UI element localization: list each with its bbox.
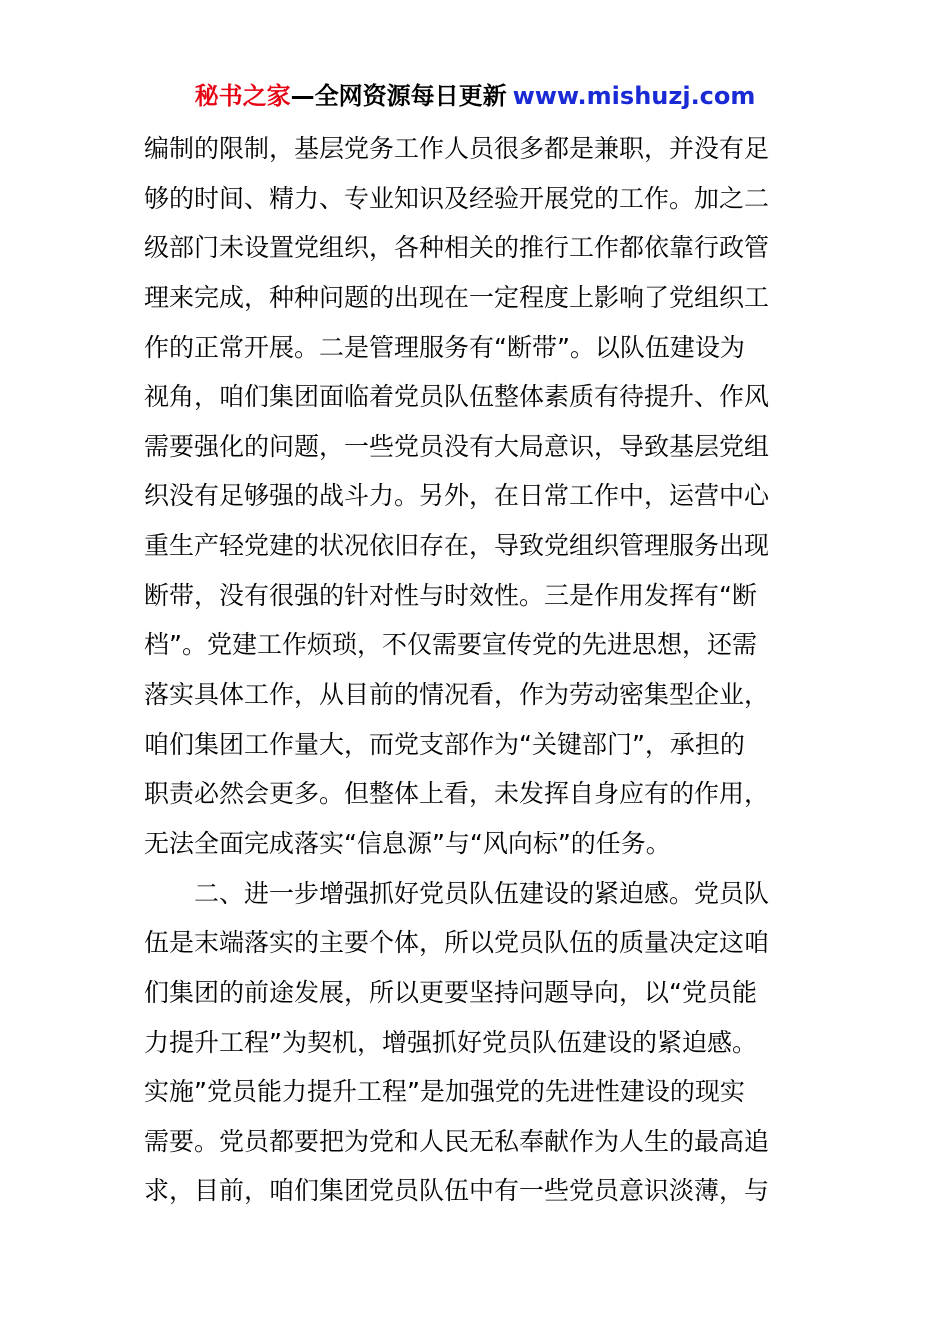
text-line: 需要强化的问题，一些党员没有大局意识，导致基层党组 [144,431,770,461]
text-line: 求，目前，咱们集团党员队伍中有一些党员意识淡薄，与 [144,1176,770,1206]
text-line: 档”。党建工作烦琐，不仅需要宣传党的先进思想，还需 [144,630,757,660]
text-line: 理来完成，种种问题的出现在一定程度上影响了党组织工 [144,282,770,312]
text-line: 视角，咱们集团面临着党员队伍整体素质有待提升、作风 [144,382,770,412]
text-line: 编制的限制，基层党务工作人员很多都是兼职，并没有足 [144,134,770,163]
text-line: 需要。党员都要把为党和人民无私奉献作为人生的最高追 [144,1126,770,1156]
site-url: www.mishuzj.com [512,82,756,110]
text-line: 断带，没有很强的针对性与时效性。三是作用发挥有“断 [144,580,757,610]
text-line: 职责必然会更多。但整体上看，未发挥自身应有的作用， [144,779,770,809]
text-line: 级部门未设置党组织，各种相关的推行工作都依靠行政管 [144,233,770,263]
text-line: 伍是末端落实的主要个体，所以党员队伍的质量决定这咱 [144,928,770,958]
text-line: 够的时间、精力、专业知识及经验开展党的工作。加之二 [144,183,770,213]
text-line: 织没有足够强的战斗力。另外，在日常工作中，运营中心 [144,481,770,511]
text-line: 落实具体工作，从目前的情况看，作为劳动密集型企业， [144,680,770,710]
document-body [144,124,810,1216]
header-slogan: —全网资源每日更新 [290,82,507,110]
text-line: 力提升工程”为契机，增强抓好党员队伍建设的紧迫感。 [144,1027,757,1057]
text-line: 实施”党员能力提升工程”是加强党的先进性建设的现实 [144,1077,745,1107]
paragraph-start-line: 二、进一步增强抓好党员队伍建设的紧迫感。党员队 [194,878,770,908]
text-line: 咱们集团工作量大，而党支部作为“关键部门”，承担的 [144,729,745,759]
text-line: 无法全面完成落实“信息源”与“风向标”的任务。 [144,828,671,858]
page-header [0,80,950,112]
text-line: 们集团的前途发展，所以更要坚持问题导向，以“党员能 [144,977,757,1007]
text-line: 作的正常开展。二是管理服务有“断带”。以队伍建设为 [144,332,745,362]
brand-name: 秘书之家 [194,82,291,110]
text-line: 重生产轻党建的状况依旧存在，导致党组织管理服务出现 [144,531,770,561]
